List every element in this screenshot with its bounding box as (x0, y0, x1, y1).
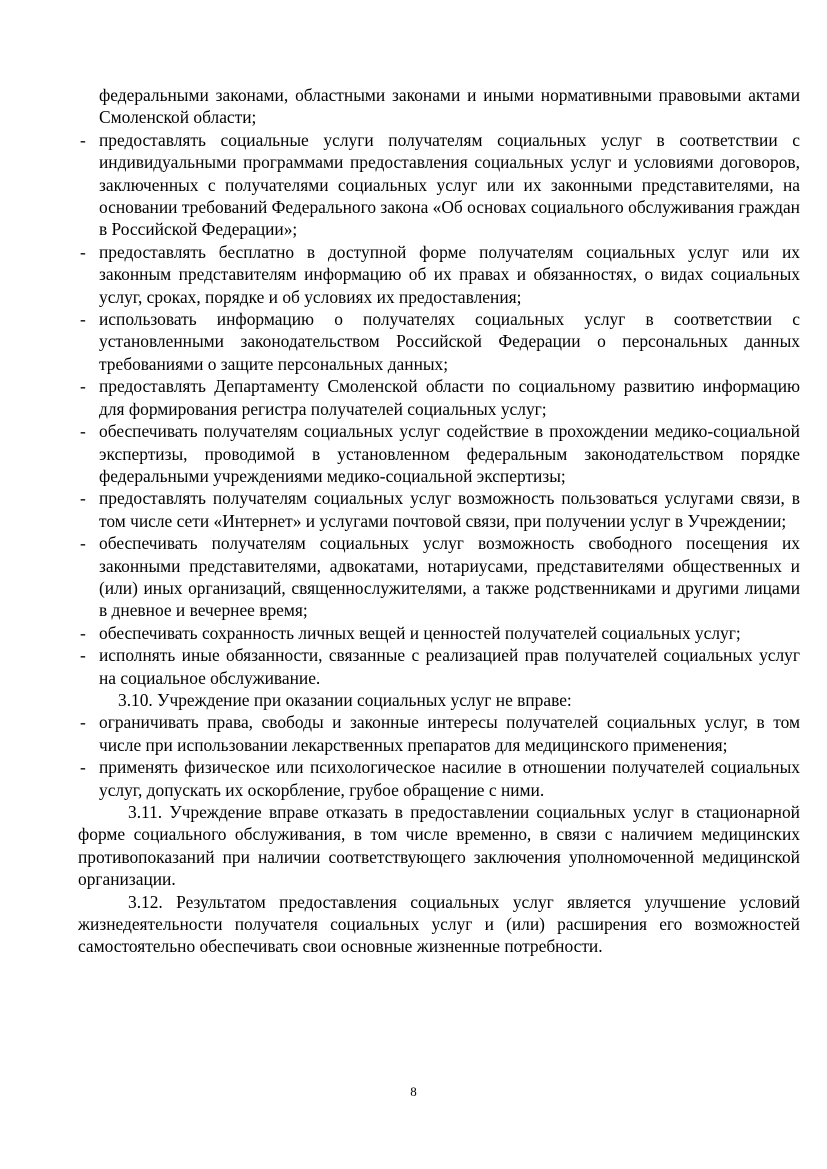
continuation-text: федеральными законами, областными законами и иными нормативными правовыми актами Смоленской области; (99, 85, 800, 128)
duty-item (78, 129, 800, 241)
duty-text: исполнять иные обязанности, связанные с реализацией прав получателей социальных услуг на социальное обслуживание. (99, 645, 800, 688)
prohibition-item (78, 711, 800, 756)
prohibition-text: ограничивать права, свободы и законные интересы получателей социальных услуг, в том числе при использовании лекарственных препаратов для медицинского применения; (99, 712, 800, 755)
section-3-12-paragraph: 3.12. Результатом предоставления социальных услуг является улучшение условий жизнедеятельности получателя социальных услуг и (или) расширения его возможностей самостоятельно обеспечивать свои основные жизненные потребности. (78, 891, 800, 957)
bullet-dash: - (80, 645, 86, 666)
duty-item (78, 375, 800, 420)
duty-item (78, 308, 800, 375)
bullet-dash: - (80, 129, 86, 150)
bullet-dash: - (80, 712, 86, 733)
duty-text: обеспечивать получателям социальных услуг возможность свободного посещения их законными представителями, адвокатами, нотариусами, представителями общественных и (или) иных организаций, священнослужителями, а также родственниками и другими лицами в дневное и вечернее время; (99, 533, 800, 621)
duty-item (78, 487, 800, 532)
duty-text: предоставлять социальные услуги получателям социальных услуг в соответствии с индивидуальными программами предоставления социальных услуг и условиями договоров, заключенных с получателями социальных услуг или их законными представителями, на основании требований Федерального закона «Об основах социального обслуживания граждан в Российской Федерации»; (99, 129, 800, 240)
duty-text: обеспечивать сохранность личных вещей и ценностей получателей социальных услуг; (99, 622, 741, 643)
duty-item (78, 532, 800, 622)
duty-item (78, 241, 800, 308)
section-3-10-heading: 3.10. Учреждение при оказании социальных услуг не вправе: (118, 689, 572, 710)
duty-text: предоставлять Департаменту Смоленской области по социальному развитию информацию для формирования регистра получателей социальных услуг; (99, 376, 800, 419)
duty-text: обеспечивать получателям социальных услуг содействие в прохождении медико-социальной экспертизы, проводимой в установленном федеральным законодательством порядке федеральными учреждениями медико-социальной экспертизы; (99, 421, 800, 486)
prohibition-item (78, 756, 800, 801)
bullet-dash: - (80, 488, 86, 509)
bullet-dash: - (80, 757, 86, 778)
bullet-dash: - (80, 376, 86, 397)
bullet-dash: - (80, 309, 86, 330)
prohibitions-list (78, 711, 800, 801)
duty-item (78, 420, 800, 487)
document-page (78, 84, 800, 958)
duty-text: предоставлять бесплатно в доступной форме получателям социальных услуг или их законным представителям информацию об их правах и обязанностях, о видах социальных услуг, сроках, порядке и об условиях их предоставления; (99, 241, 800, 307)
bullet-dash: - (80, 622, 86, 643)
bullet-dash: - (80, 241, 86, 262)
duty-text: использовать информацию о получателях социальных услуг в соответствии с установленными законодательством Российской Федерации о персональных данных требованиями о защите персональных данных; (99, 309, 800, 374)
bullet-dash: - (80, 421, 86, 442)
section-3-11-paragraph: 3.11. Учреждение вправе отказать в предоставлении социальных услуг в стационарной форме социального обслуживания, в том числе временно, в связи с наличием медицинских противопоказаний при наличии соответствующего заключения уполномоченной медицинской организации. (78, 802, 800, 890)
duties-list (78, 129, 800, 689)
page-number: 8 (410, 1084, 417, 1099)
prohibition-text: применять физическое или психологическое насилие в отношении получателей социальных услуг, допускать их оскорбление, грубое обращение с ними. (99, 757, 800, 800)
duty-item (78, 644, 800, 689)
bullet-dash: - (80, 533, 86, 554)
duty-text: предоставлять получателям социальных услуг возможность пользоваться услугами связи, в том числе сети «Интернет» и услугами почтовой связи, при получении услуг в Учреждении; (99, 488, 800, 531)
duty-item (78, 622, 800, 644)
